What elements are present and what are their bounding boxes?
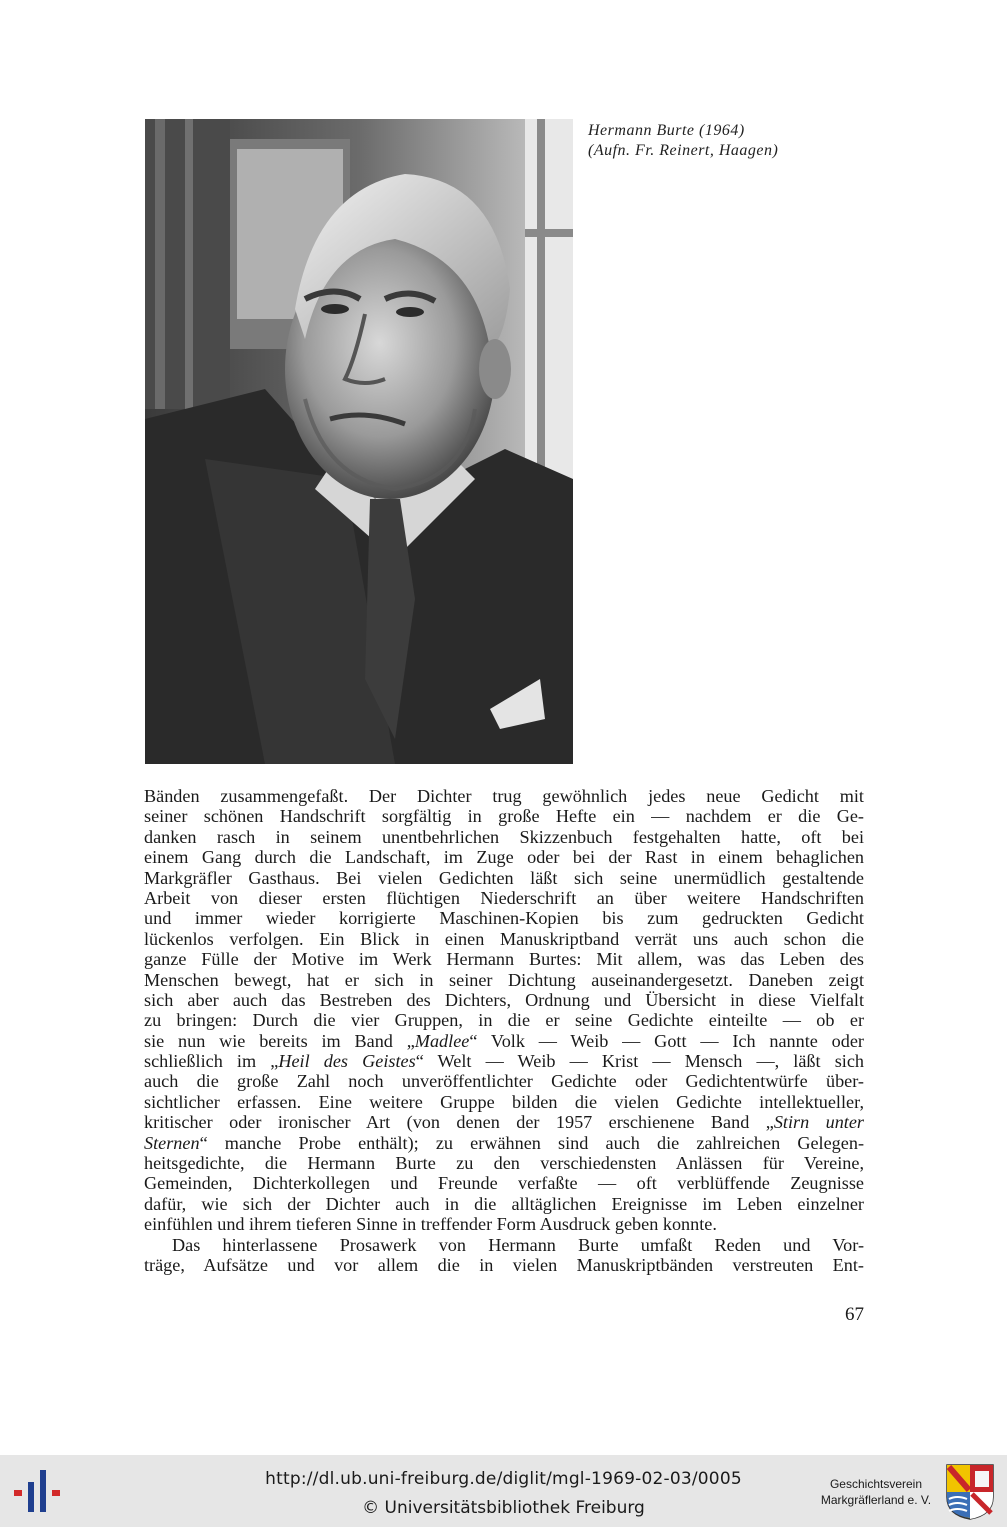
text-line: sie nun wie bereits im Band „Madlee“ Volk — Weib — Gott — Ich nannte oder (144, 1030, 864, 1051)
coat-of-arms-icon (945, 1463, 995, 1521)
text-line: sich aber auch das Bestreben des Dichters, Ordnung und Übersicht in diese Vielfalt (144, 989, 864, 1010)
text-line: danken rasch in seinem unentbehrlichen Skizzenbuch festgehalten hatte, oft bei (144, 826, 864, 847)
italic-title: Heil des Geistes (278, 1051, 416, 1072)
footer-copyright: © Universitätsbibliothek Freiburg (362, 1498, 645, 1518)
footer-organization (806, 1476, 946, 1508)
text-line: Bänden zusammengefaßt. Der Dichter trug gewöhnlich jedes neue Gedicht mit (144, 786, 864, 806)
text-line: ganze Fülle der Motive im Werk Hermann Burtes: Mit allem, was das Leben des (144, 949, 864, 970)
italic-title: Stirn unter (773, 1112, 864, 1133)
text-line: seiner schönen Handschrift sorgfältig in große Hefte ein — nachdem er die Ge- (144, 806, 864, 827)
caption-line-credit: (Aufn. Fr. Reinert, Haagen) (588, 142, 779, 159)
text-line: einem Gang durch die Landschaft, im Zuge oder bei der Rast in einem behaglichen (144, 847, 864, 868)
photo-caption (588, 121, 888, 161)
text-line: sichtlicher erfassen. Eine weitere Gruppe bilden die vielen Gedichte intellektueller, (144, 1091, 864, 1112)
text-line: Arbeit von dieser ersten flüchtigen Niederschrift an über weitere Handschriften (144, 887, 864, 908)
text-line: Das hinterlassene Prosawerk von Hermann Burte umfaßt Reden und Vor- (172, 1234, 864, 1255)
text-line: heitsgedichte, die Hermann Burte zu den verschiedensten Anlässen für Vereine, (144, 1153, 864, 1174)
text-line: auch die große Zahl noch unveröffentlichter Gedichte oder Gedichtentwürfe über- (144, 1071, 864, 1092)
text-line: dafür, wie sich der Dichter auch in die alltäglichen Ereignisse im Leben einzelner (144, 1193, 864, 1214)
italic-title: Madlee (414, 1030, 470, 1051)
caption-line-name: Hermann Burte (1964) (588, 122, 745, 139)
footer-bar (0, 1455, 1007, 1527)
body-text (144, 786, 864, 1275)
text-line: zu bringen: Durch die vier Gruppen, in die er seine Gedichte einteilte — ob er (144, 1010, 864, 1031)
italic-title: Sternen (144, 1132, 200, 1153)
text-line: lückenlos verfolgen. Ein Blick in einen Manuskriptband verrät uns auch schon die (144, 928, 864, 949)
org-name-line2: Markgräflerland e. V. (820, 1493, 932, 1507)
text-line: einfühlen und ihrem tieferen Sinne in treffender Form Ausdruck geben konnte. (144, 1214, 717, 1235)
page-number: 67 (845, 1304, 864, 1325)
footer-url[interactable]: http://dl.ub.uni-freiburg.de/diglit/mgl-1969-02-03/0005 (265, 1469, 742, 1489)
org-name-line1: Geschichtsverein (829, 1477, 923, 1491)
text-line: kritischer oder ironischer Art (von denen der 1957 erschienene Band „Stirn unter (144, 1112, 864, 1133)
text-line: und immer wieder korrigierte Maschinen-Kopien bis zum gedruckten Gedicht (144, 908, 864, 929)
text-line: träge, Aufsätze und vor allem die in vielen Manuskriptbänden verstreuten Ent- (144, 1254, 864, 1275)
text-line: Sternen“ manche Probe enthält); zu erwähnen sind auch die zahlreichen Gelegen- (144, 1132, 864, 1153)
portrait-photo (145, 119, 573, 764)
text-line: Menschen bewegt, hat er sich in seiner Dichtung auseinandergesetzt. Daneben zeigt (144, 969, 864, 990)
text-line: Markgräfler Gasthaus. Bei vielen Gedichten läßt sich seine unermüdlich gestaltende (144, 867, 864, 888)
text-line: schließlich im „Heil des Geistes“ Welt — Weib — Krist — Mensch —, läßt sich (144, 1051, 865, 1072)
text-line: Gemeinden, Dichterkollegen und Freunde verfaßte — oft verblüffende Zeugnisse (144, 1173, 864, 1194)
